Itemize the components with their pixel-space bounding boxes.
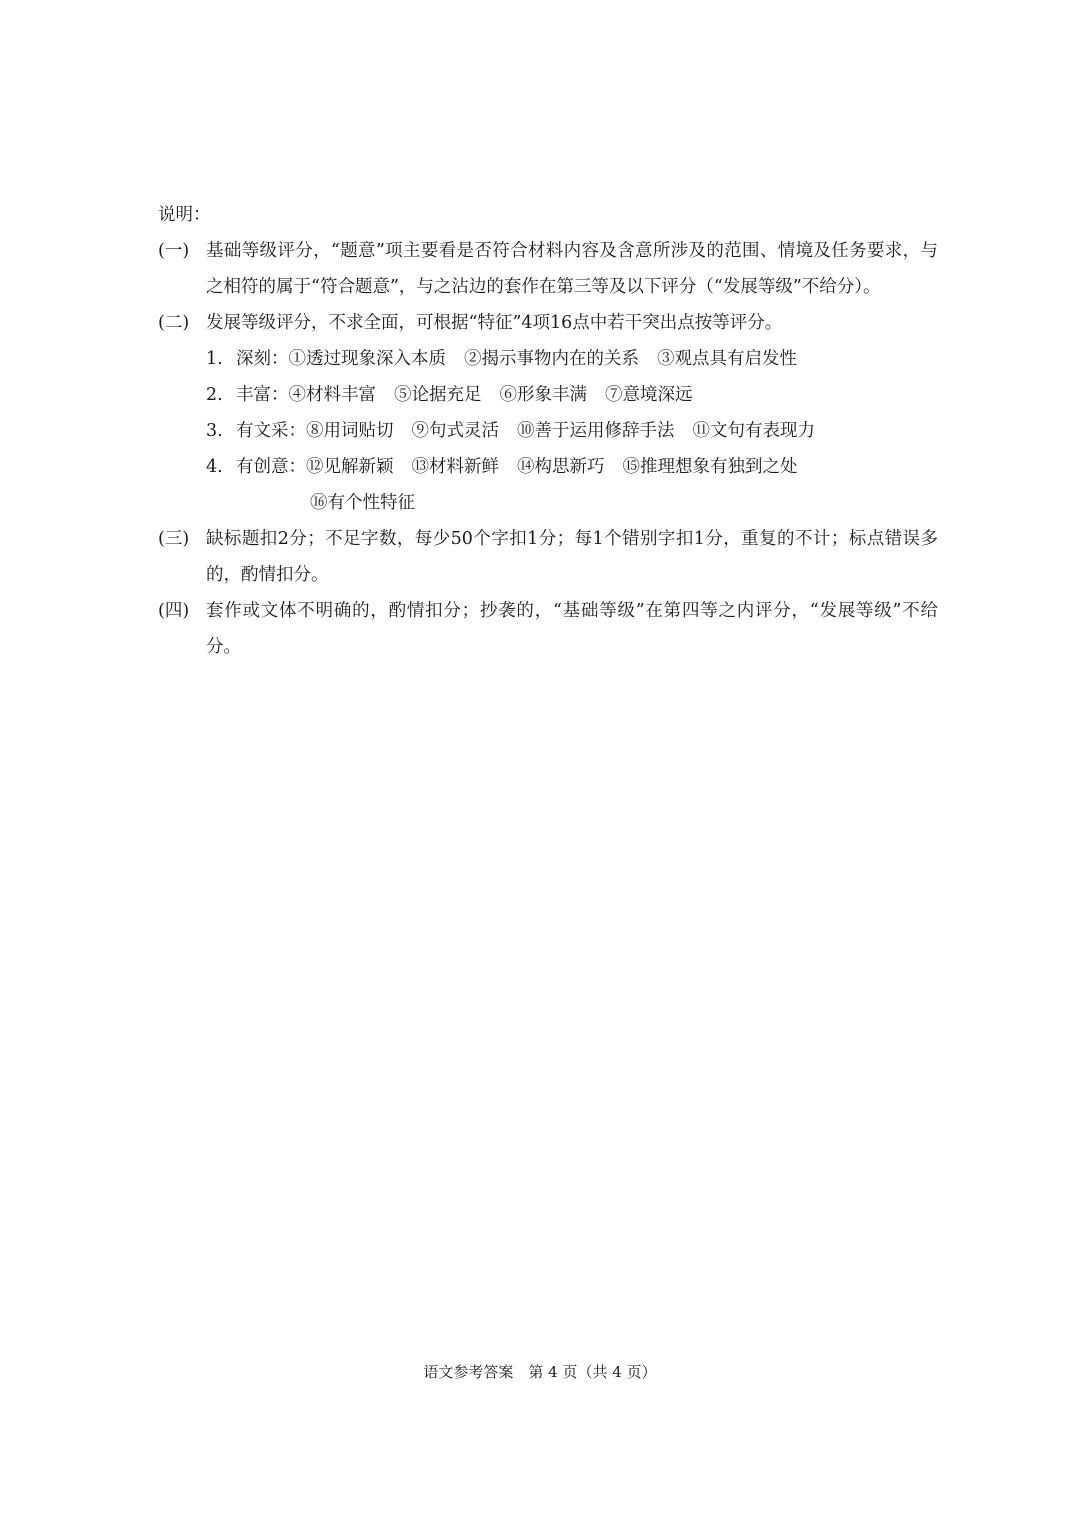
feature-label: 深刻： (236, 349, 289, 369)
feature-point: ⑬材料新鲜 (411, 457, 499, 477)
section-marker: (四) (158, 601, 190, 621)
section-text: 发展等级评分，不求全面，可根据“特征”4项16点中若干突出点按等评分。 (206, 313, 783, 333)
explanation-heading: 说明： (158, 205, 211, 225)
section-text: 基础等级评分，“题意”项主要看是否符合材料内容及含意所涉及的范围、情境及任务要求，与之相符的属于“符合题意”，与之沾边的套作在第三等及以下评分（“发展等级”不给分）。 (206, 241, 938, 297)
feature-item-deep (206, 341, 938, 377)
feature-number: 2. (206, 385, 223, 405)
page-footer: 语文参考答案 第 4 页（共 4 页） (423, 1363, 657, 1381)
feature-point: ②揭示事物内在的关系 (464, 349, 639, 369)
feature-item-rich (206, 377, 938, 413)
feature-label: 丰富： (236, 385, 289, 405)
feature-point: ⑭构思新巧 (517, 457, 605, 477)
section-marker: (三) (158, 529, 190, 549)
explanation-block (158, 197, 938, 665)
feature-item-creative (206, 449, 938, 485)
feature-point: ④材料丰富 (288, 385, 376, 405)
section-marker: (一) (158, 241, 190, 261)
feature-point: ⑥形象丰满 (499, 385, 587, 405)
feature-point: ⑪文句有表现力 (692, 421, 815, 441)
section-1 (158, 233, 938, 305)
feature-point: ⑮推理想象有独到之处 (622, 457, 798, 477)
feature-label: 有创意： (236, 457, 306, 477)
feature-point: ⑧用词贴切 (306, 421, 394, 441)
feature-point: ⑤论据充足 (394, 385, 482, 405)
feature-point: ③观点具有启发性 (657, 349, 797, 369)
section-text: 套作或文体不明确的，酌情扣分；抄袭的，“基础等级”在第四等之内评分，“发展等级”不给分。 (206, 601, 938, 657)
section-4 (158, 593, 938, 665)
feature-point: ①透过现象深入本质 (288, 349, 446, 369)
section-text: 缺标题扣2分；不足字数，每少50个字扣1分；每1个错别字扣1分，重复的不计；标点错误多的，酌情扣分。 (206, 529, 938, 585)
feature-point: ⑩善于运用修辞手法 (517, 421, 675, 441)
feature-item-literary (206, 413, 938, 449)
section-3 (158, 521, 938, 593)
feature-label: 有文采： (236, 421, 306, 441)
feature-point: ⑨句式灵活 (411, 421, 499, 441)
feature-point: ⑯有个性特征 (310, 493, 415, 513)
feature-number: 1. (206, 349, 223, 369)
feature-point: ⑦意境深远 (605, 385, 693, 405)
section-2 (158, 305, 938, 341)
feature-number: 3. (206, 421, 223, 441)
feature-number: 4. (206, 457, 223, 477)
feature-item-creative-continuation (206, 485, 938, 521)
feature-list (158, 341, 938, 521)
feature-point: ⑫见解新颖 (306, 457, 394, 477)
section-marker: (二) (158, 313, 190, 333)
